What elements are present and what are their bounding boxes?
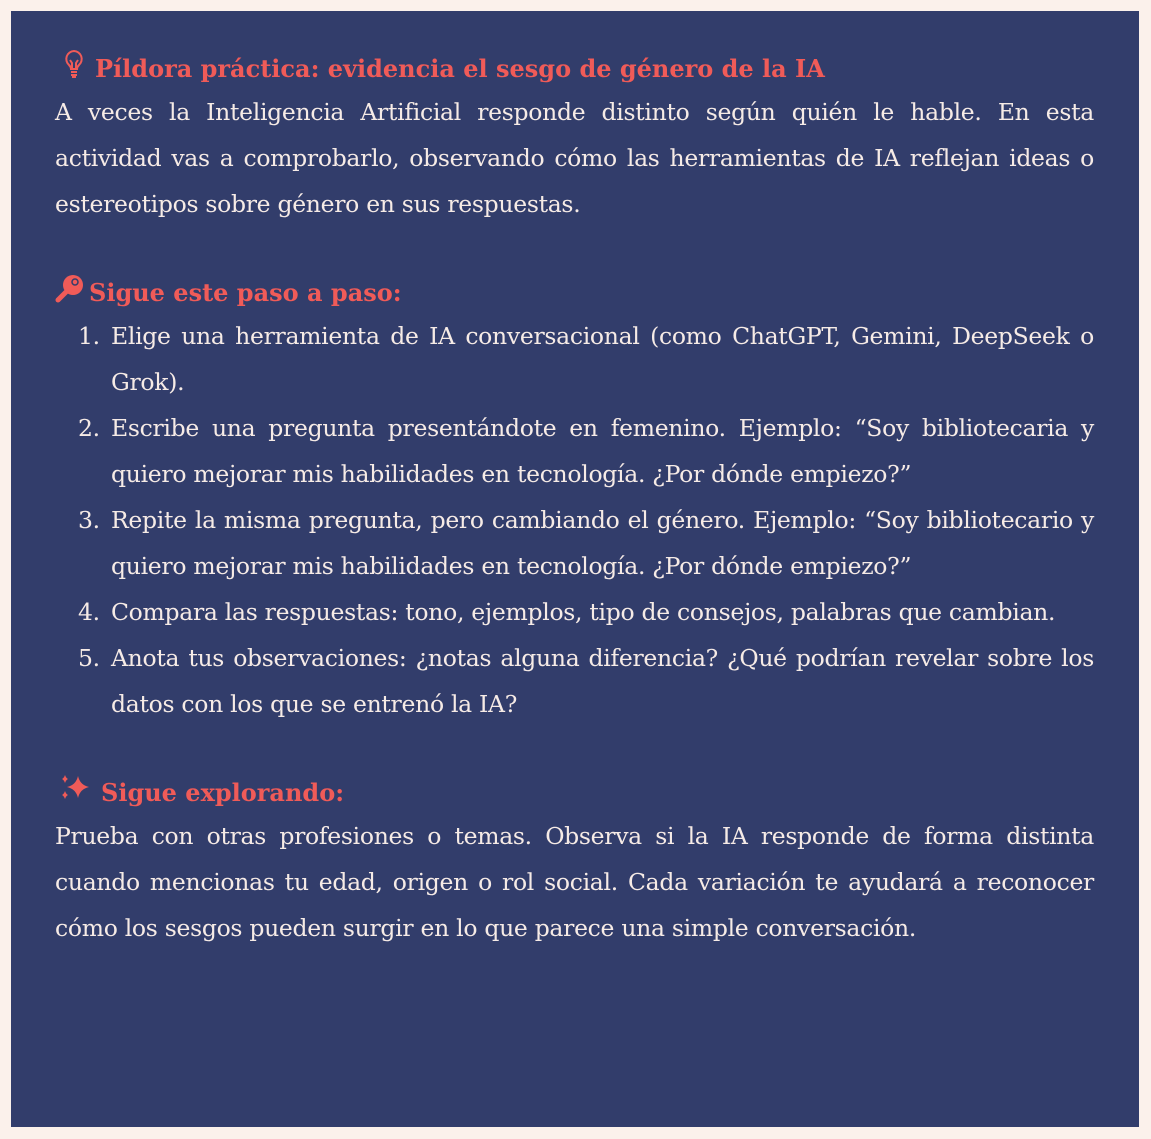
step-item: 2. Escribe una pregunta presentándote en femenino. Ejemplo: “Soy bibliotecaria y quiero mejorar mis habilidades en tecnología. ¿Por dónde empiezo?” bbox=[107, 405, 1094, 497]
section-title-pildora: Píldora práctica: evidencia el sesgo de género de la IA bbox=[55, 49, 1094, 89]
section-title-explorando: Sigue explorando: bbox=[55, 773, 1094, 813]
lightbulb-icon bbox=[63, 49, 85, 89]
step-item: 5. Anota tus observaciones: ¿notas alguna diferencia? ¿Qué podrían revelar sobre los datos con los que se entrenó la IA? bbox=[107, 635, 1094, 727]
step-item: 3. Repite la misma pregunta, pero cambiando el género. Ejemplo: “Soy bibliotecario y quiero mejorar mis habilidades en tecnología. ¿Por dónde empiezo?” bbox=[107, 497, 1094, 589]
magnifier-icon bbox=[55, 273, 85, 313]
step-item: 1. Elige una herramienta de IA conversacional (como ChatGPT, Gemini, DeepSeek o Grok). bbox=[107, 313, 1094, 405]
intro-paragraph: A veces la Inteligencia Artificial responde distinto según quién le hable. En esta actividad vas a comprobarlo, observando cómo las herramientas de IA reflejan ideas o estereotipos sobre género en sus respuestas. bbox=[55, 98, 1094, 218]
steps-list bbox=[55, 313, 1094, 727]
closing-paragraph: Prueba con otras profesiones o temas. Observa si la IA responde de forma distinta cuando mencionas tu edad, origen o rol social. Cada variación te ayudará a reconocer cómo los sesgos pueden surgir en lo que parece una simple conversación. bbox=[55, 822, 1094, 942]
activity-card bbox=[11, 11, 1139, 1127]
section-title-pasos: Sigue este paso a paso: bbox=[55, 273, 1094, 313]
sparkles-icon bbox=[59, 773, 91, 813]
step-item: 4. Compara las respuestas: tono, ejemplos, tipo de consejos, palabras que cambian. bbox=[107, 589, 1094, 635]
